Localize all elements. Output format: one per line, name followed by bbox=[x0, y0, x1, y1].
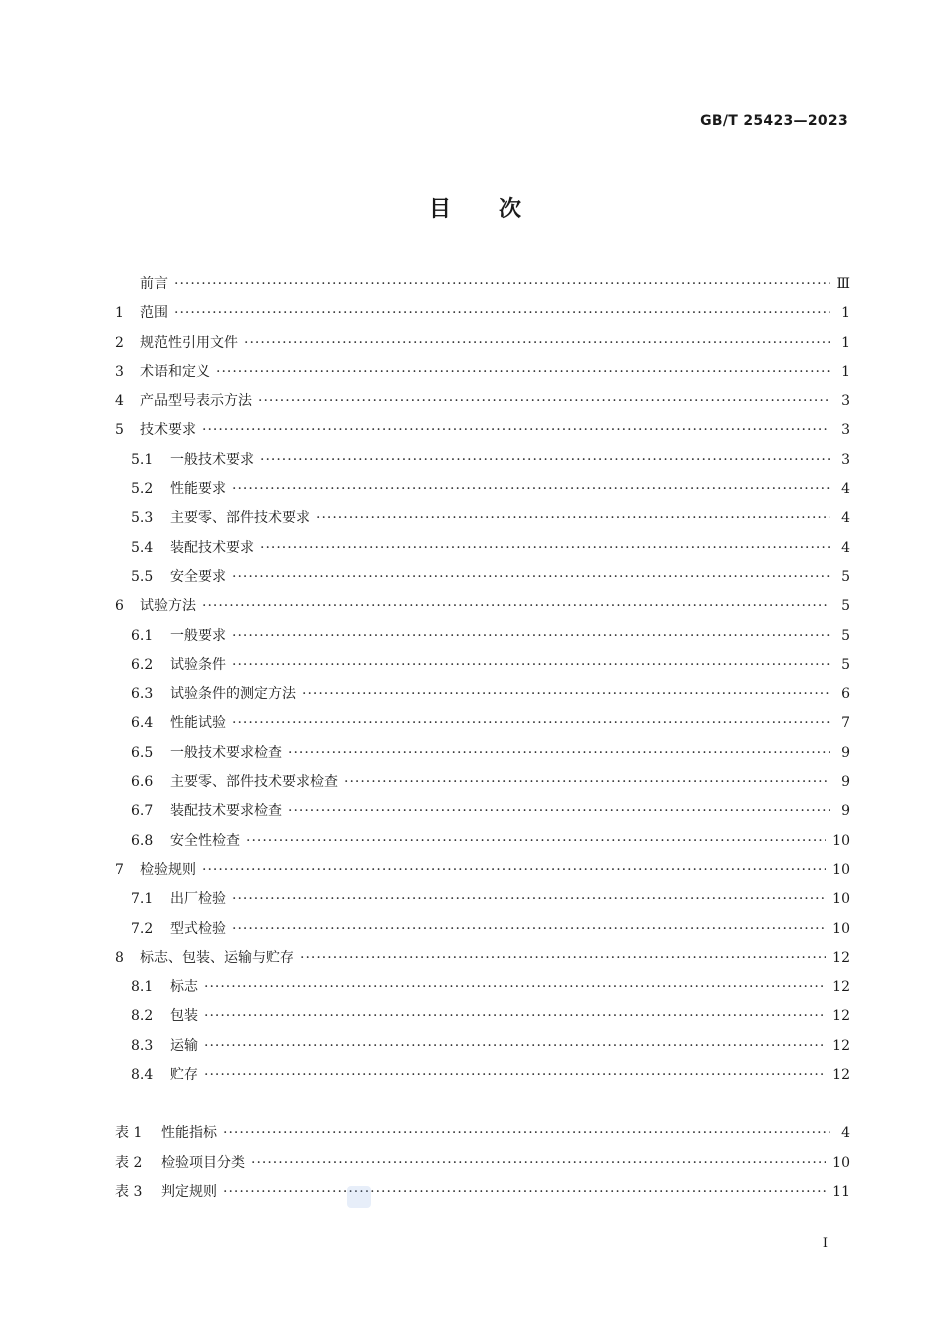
toc-entry[interactable] bbox=[115, 739, 850, 768]
dot-leader bbox=[288, 797, 830, 826]
toc-entry-label: 一般技术要求 bbox=[170, 451, 254, 468]
toc-entry-number: 4 bbox=[115, 393, 124, 410]
toc-entry-page: 6 bbox=[841, 686, 850, 703]
toc-entry-number: 8.1 bbox=[131, 979, 154, 996]
dot-leader bbox=[232, 885, 826, 914]
dot-leader bbox=[204, 1002, 826, 1031]
toc-entry-number: 3 bbox=[115, 363, 124, 380]
toc-entry-number: 6 bbox=[115, 598, 124, 615]
toc-entry-label: 标志、包装、运输与贮存 bbox=[140, 949, 294, 966]
toc-entry-page: 12 bbox=[832, 1008, 850, 1025]
toc-entry-label: 出厂检验 bbox=[170, 891, 226, 908]
toc-entry-label: 前言 bbox=[140, 276, 168, 292]
toc-entry-label: 运输 bbox=[170, 1037, 198, 1054]
toc-entry[interactable] bbox=[115, 358, 850, 387]
toc-entry-page: 4 bbox=[841, 539, 850, 556]
toc-entry-page: 10 bbox=[832, 1154, 850, 1171]
toc-entry[interactable] bbox=[115, 270, 850, 299]
dot-leader bbox=[204, 1032, 826, 1061]
toc-entry[interactable] bbox=[115, 797, 850, 826]
toc-entry[interactable] bbox=[115, 885, 850, 914]
toc-entry[interactable] bbox=[115, 944, 850, 973]
dot-leader bbox=[316, 504, 830, 533]
toc-entry-page: Ⅲ bbox=[836, 276, 850, 292]
toc-entry-label: 范围 bbox=[140, 305, 168, 322]
toc-entry-page: 4 bbox=[841, 510, 850, 527]
toc-entry[interactable] bbox=[115, 680, 850, 709]
standard-code: GB/T 25423—2023 bbox=[700, 113, 848, 129]
toc-entry[interactable] bbox=[115, 299, 850, 328]
toc-entry-page: 4 bbox=[841, 1125, 850, 1142]
toc-entry-label: 试验条件 bbox=[170, 656, 226, 673]
toc-entry-number: 6.7 bbox=[131, 803, 154, 820]
toc-entry-page: 9 bbox=[841, 803, 850, 820]
dot-leader bbox=[258, 387, 830, 416]
watermark-logo bbox=[347, 1186, 371, 1208]
toc-entry[interactable] bbox=[115, 973, 850, 1002]
toc-entry-number: 6.6 bbox=[131, 774, 154, 791]
toc-entry[interactable] bbox=[115, 768, 850, 797]
dot-leader bbox=[232, 709, 830, 738]
toc-entry[interactable] bbox=[115, 592, 850, 621]
dot-leader bbox=[174, 299, 830, 328]
toc-entry-label: 主要零、部件技术要求检查 bbox=[170, 774, 338, 791]
toc-entry-page: 1 bbox=[841, 305, 850, 322]
toc-entry[interactable] bbox=[115, 856, 850, 885]
toc-entry-page: 7 bbox=[841, 715, 850, 732]
toc-entry-page: 12 bbox=[832, 979, 850, 996]
toc-entry-label: 一般技术要求检查 bbox=[170, 744, 282, 761]
toc-entry-page: 12 bbox=[832, 1067, 850, 1084]
toc-entry-label: 性能要求 bbox=[170, 481, 226, 498]
toc-entry-label: 判定规则 bbox=[161, 1183, 217, 1200]
toc-entry-label: 安全性检查 bbox=[170, 832, 240, 849]
dot-leader bbox=[204, 973, 826, 1002]
toc-entry-page: 3 bbox=[841, 451, 850, 468]
toc-entry-label: 术语和定义 bbox=[140, 363, 210, 380]
toc-entry-label: 规范性引用文件 bbox=[140, 334, 238, 351]
toc-entry-page: 5 bbox=[841, 656, 850, 673]
page-number: I bbox=[822, 1236, 828, 1251]
toc-entry-number: 8.4 bbox=[131, 1067, 154, 1084]
toc-entry-page: 12 bbox=[832, 949, 850, 966]
toc-entry[interactable] bbox=[115, 1061, 850, 1090]
dot-leader bbox=[202, 856, 826, 885]
toc-entry[interactable] bbox=[115, 475, 850, 504]
toc-entry-label: 试验条件的测定方法 bbox=[170, 686, 296, 703]
toc-entry-page: 9 bbox=[841, 774, 850, 791]
toc-entry-page: 5 bbox=[841, 627, 850, 644]
dot-leader bbox=[246, 827, 826, 856]
toc-entry[interactable] bbox=[115, 329, 850, 358]
table-list-entry[interactable] bbox=[115, 1149, 850, 1178]
toc-entry-number: 8 bbox=[115, 949, 124, 966]
table-of-contents bbox=[115, 270, 850, 1207]
toc-entry-label: 标志 bbox=[170, 979, 198, 996]
toc-entry-label: 检验项目分类 bbox=[161, 1154, 245, 1171]
toc-entry-label: 一般要求 bbox=[170, 627, 226, 644]
toc-entry-label: 性能指标 bbox=[161, 1125, 217, 1142]
toc-entry-number: 5.4 bbox=[131, 539, 154, 556]
toc-entry-page: 3 bbox=[841, 422, 850, 439]
toc-entry-page: 10 bbox=[832, 832, 850, 849]
dot-leader bbox=[202, 592, 830, 621]
toc-entry[interactable] bbox=[115, 709, 850, 738]
toc-entry-page: 10 bbox=[832, 891, 850, 908]
toc-entry-page: 4 bbox=[841, 481, 850, 498]
toc-entry-number: 6.3 bbox=[131, 686, 154, 703]
toc-entry-label: 安全要求 bbox=[170, 568, 226, 585]
toc-entry-page: 1 bbox=[841, 363, 850, 380]
toc-entry[interactable] bbox=[115, 827, 850, 856]
toc-entry-label: 型式检验 bbox=[170, 920, 226, 937]
dot-leader bbox=[344, 768, 830, 797]
toc-entry[interactable] bbox=[115, 651, 850, 680]
toc-entry-label: 包装 bbox=[170, 1008, 198, 1025]
toc-entry[interactable] bbox=[115, 416, 850, 445]
toc-entry-number: 5.3 bbox=[131, 510, 154, 527]
toc-entry-page: 10 bbox=[832, 861, 850, 878]
toc-entry-label: 主要零、部件技术要求 bbox=[170, 510, 310, 527]
toc-entry-number: 表 2 bbox=[115, 1154, 143, 1171]
dot-leader bbox=[260, 446, 830, 475]
dot-leader bbox=[300, 944, 826, 973]
toc-title: 目次 bbox=[428, 197, 569, 222]
dot-leader bbox=[260, 534, 830, 563]
toc-entry-number: 表 3 bbox=[115, 1183, 143, 1200]
dot-leader bbox=[232, 475, 830, 504]
toc-entry[interactable] bbox=[115, 387, 850, 416]
toc-entry-number: 7.2 bbox=[131, 920, 154, 937]
toc-entry[interactable] bbox=[115, 915, 850, 944]
toc-entry-number: 8.2 bbox=[131, 1008, 154, 1025]
table-list-entry[interactable] bbox=[115, 1178, 850, 1207]
toc-entry-number: 2 bbox=[115, 334, 124, 351]
dot-leader bbox=[202, 416, 830, 445]
toc-entry-page: 5 bbox=[841, 598, 850, 615]
dot-leader bbox=[251, 1149, 826, 1178]
dot-leader bbox=[174, 270, 830, 299]
toc-entry-number: 6.4 bbox=[131, 715, 154, 732]
toc-entry-number: 6.8 bbox=[131, 832, 154, 849]
dot-leader bbox=[216, 358, 830, 387]
toc-entry[interactable] bbox=[115, 446, 850, 475]
toc-entry-label: 试验方法 bbox=[140, 598, 196, 615]
toc-entry[interactable] bbox=[115, 534, 850, 563]
toc-entry-number: 5.2 bbox=[131, 481, 154, 498]
toc-entry-label: 技术要求 bbox=[140, 422, 196, 439]
toc-entry-page: 3 bbox=[841, 393, 850, 410]
dot-leader bbox=[204, 1061, 826, 1090]
toc-entry[interactable] bbox=[115, 1032, 850, 1061]
toc-entry-label: 产品型号表示方法 bbox=[140, 393, 252, 410]
toc-entry-page: 10 bbox=[832, 920, 850, 937]
toc-entry-number: 8.3 bbox=[131, 1037, 154, 1054]
table-list-entry[interactable] bbox=[115, 1119, 850, 1148]
toc-entry-number: 5.5 bbox=[131, 568, 154, 585]
toc-entry-number: 7 bbox=[115, 861, 124, 878]
toc-entry-number: 6.5 bbox=[131, 744, 154, 761]
toc-entry[interactable] bbox=[115, 622, 850, 651]
section-gap bbox=[115, 1090, 850, 1119]
toc-entry-number: 表 1 bbox=[115, 1125, 143, 1142]
dot-leader bbox=[302, 680, 830, 709]
toc-entry-label: 检验规则 bbox=[140, 861, 196, 878]
dot-leader bbox=[232, 622, 830, 651]
dot-leader bbox=[223, 1119, 830, 1148]
toc-entry[interactable] bbox=[115, 563, 850, 592]
toc-entry-number: 7.1 bbox=[131, 891, 154, 908]
toc-entry-number: 6.1 bbox=[131, 627, 154, 644]
toc-entry-page: 12 bbox=[832, 1037, 850, 1054]
toc-entry-label: 贮存 bbox=[170, 1067, 198, 1084]
toc-entry-page: 11 bbox=[832, 1183, 850, 1200]
dot-leader bbox=[232, 651, 830, 680]
dot-leader bbox=[232, 563, 830, 592]
toc-entry[interactable] bbox=[115, 1002, 850, 1031]
toc-entry-label: 性能试验 bbox=[170, 715, 226, 732]
toc-entry[interactable] bbox=[115, 504, 850, 533]
toc-entry-number: 5 bbox=[115, 422, 124, 439]
toc-entry-number: 5.1 bbox=[131, 451, 154, 468]
dot-leader bbox=[288, 739, 830, 768]
dot-leader bbox=[232, 915, 826, 944]
toc-entry-number: 1 bbox=[115, 305, 124, 322]
dot-leader bbox=[223, 1178, 826, 1207]
dot-leader bbox=[244, 329, 830, 358]
toc-entry-label: 装配技术要求 bbox=[170, 539, 254, 556]
toc-entry-page: 9 bbox=[841, 744, 850, 761]
toc-entry-label: 装配技术要求检查 bbox=[170, 803, 282, 820]
toc-entry-number: 6.2 bbox=[131, 656, 154, 673]
toc-entry-page: 1 bbox=[841, 334, 850, 351]
toc-entry-page: 5 bbox=[841, 568, 850, 585]
